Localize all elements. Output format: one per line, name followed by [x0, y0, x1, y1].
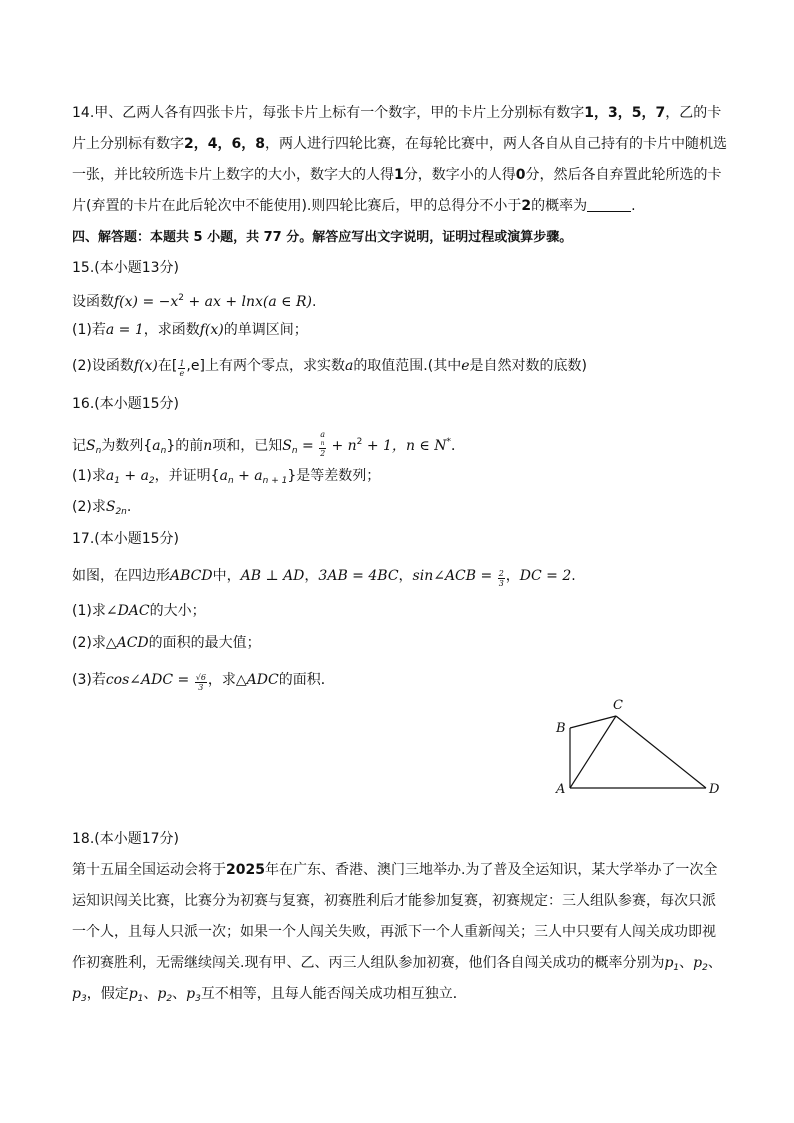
q15-text: (1)若	[72, 322, 106, 338]
q17-text: ，求	[207, 672, 236, 688]
q15-text: ,e]上有两个零点，求实数	[186, 358, 345, 374]
q18-line-5	[72, 984, 732, 1009]
q14-numbers-a: 1，3，5，7	[584, 105, 666, 121]
q17-frac-num: 2	[498, 569, 504, 578]
q17-frac-num: √6	[195, 673, 206, 682]
q15-text: (2)设函数	[72, 358, 134, 374]
q17-part-1	[72, 601, 732, 621]
q15-fraction	[178, 359, 185, 378]
q18-text: ，假定	[86, 986, 129, 1002]
q16-text: }是等差数列；	[287, 468, 381, 484]
q15-text: 的取值范围.(其中	[353, 358, 462, 374]
vertex-label-d: D	[709, 782, 720, 797]
q17-math: AB ⊥ AD	[240, 568, 305, 584]
q17-text: 的大小；	[149, 603, 206, 619]
q16-math: a	[105, 468, 115, 484]
q15-math: + ax + lnx(a ∈ R)	[184, 294, 312, 310]
q18-text: 作初赛胜利，无需继续闯关.现有甲、乙、丙三人组队参加初赛，他们各自闯关成功的概率分别为	[72, 955, 665, 971]
q15-heading: 15.(本小题13分)	[72, 260, 180, 276]
q17-fraction	[195, 673, 207, 692]
edge-cd	[616, 716, 706, 788]
q17-math: ∠DAC	[105, 603, 150, 619]
q15-text: 的单调区间；	[223, 322, 308, 338]
q17-math: sin∠ACB =	[412, 568, 497, 584]
q14-number: 1	[394, 167, 404, 183]
q17-math: DC = 2	[519, 568, 572, 584]
q17-text: .	[571, 568, 576, 584]
q18-heading: 18.(本小题17分)	[72, 831, 180, 847]
q18-text: 、	[172, 986, 187, 1002]
q16-text: (2)求	[72, 499, 106, 515]
q18-line-2: 运知识闯关比赛，比赛分为初赛与复赛，初赛胜利后才能参加复赛，初赛规定：三人组队参赛，每次只派	[72, 893, 716, 909]
q18-math: p	[186, 986, 196, 1002]
q18-math: p	[157, 986, 167, 1002]
q16-math: S	[282, 438, 292, 454]
q18-math: 3	[195, 994, 201, 1004]
q18-line-1	[72, 860, 732, 880]
q17-text: 如图，在四边形	[72, 568, 170, 584]
q17-text: ，	[304, 568, 319, 584]
q17-text: (2)求	[72, 635, 106, 651]
q15-frac-num: 1	[179, 359, 185, 368]
q14-text: .	[631, 198, 636, 214]
q17-text: (1)求	[72, 603, 106, 619]
q17-text: 的面积的最大值；	[148, 635, 261, 651]
q17-frac-den: 3	[198, 683, 204, 692]
q17-heading: 17.(本小题15分)	[72, 531, 180, 547]
q18-math: 2	[166, 994, 173, 1004]
q16-text: 项和，已知	[212, 438, 283, 454]
q16-math: + a	[233, 468, 263, 484]
q16-text: .	[126, 499, 132, 515]
q18-text: 互不相等，且每人能否闯关成功相互独立．	[200, 986, 467, 1002]
q16-part-2	[72, 497, 732, 522]
q15-text: 是自然对数的底数)	[469, 358, 587, 374]
q17-text: ，	[398, 568, 413, 584]
q15-math: a = 1	[105, 322, 144, 338]
q14-line-2	[72, 134, 732, 154]
q14-line-3	[72, 165, 732, 185]
q14-number: 2	[521, 198, 532, 214]
q18-math: p	[693, 955, 703, 971]
q16-text: 为数列{	[101, 438, 153, 454]
q16-math: + a	[119, 468, 149, 484]
q16-math: S	[86, 438, 96, 454]
q16-math: 2n	[115, 507, 127, 517]
q18-year: 2025	[226, 862, 265, 878]
q17-frac-den: 3	[498, 579, 504, 588]
q15-part-2	[72, 356, 732, 378]
vertex-label-b: B	[556, 721, 566, 736]
q15-math: f(x)	[133, 358, 158, 374]
answer-blank	[587, 199, 631, 212]
q16-text: ．	[450, 438, 465, 454]
q18-text: 、	[707, 955, 722, 971]
q17-stem	[72, 566, 732, 588]
q16-math: n	[291, 446, 298, 456]
q18-text: 年在广东、香港、澳门三地举办.为了普及全运知识，某大学举办了一次全	[264, 862, 718, 878]
q15-math: e	[461, 358, 470, 374]
q18-math: p	[128, 986, 138, 1002]
q16-part-1	[72, 466, 732, 491]
q15-stem	[72, 288, 732, 312]
q18-line-3: 一个人，且每人只派一次；如果一个人闯关失败，再派下一个人重新闯关；三人中只要有人闯关成功即视	[72, 924, 716, 940]
q14-text: 分，然后各自弃置此轮所选的卡	[525, 167, 722, 183]
q18-text: 、	[143, 986, 158, 1002]
vertex-label-a: A	[556, 782, 566, 797]
q16-frac-den: 2	[320, 449, 326, 458]
q15-text: 在[	[157, 358, 178, 374]
q18-math: p	[664, 955, 674, 971]
q14-text: 一张，并比较所选卡片上数字的大小，数字大的人得	[72, 167, 394, 183]
q16-text: ，并证明{	[154, 468, 220, 484]
quadrilateral-figure	[548, 696, 728, 800]
q17-text: ，	[505, 568, 520, 584]
q17-math: △ADC	[235, 672, 279, 688]
q16-math: n	[160, 446, 167, 456]
q15-part-1	[72, 320, 732, 340]
q16-math: a	[152, 438, 161, 454]
q14-text: ，两人进行四轮比赛，在每轮比赛中，两人各自从自己持有的卡片中随机选	[264, 136, 727, 152]
q17-math: 3AB = 4BC	[318, 568, 399, 584]
q14-text: ，乙的卡	[665, 105, 722, 121]
q17-fraction	[498, 569, 505, 588]
q18-math: 3	[80, 994, 87, 1004]
q15-text: .	[311, 294, 317, 310]
q16-fraction	[319, 430, 326, 458]
q16-frac-num	[319, 430, 326, 449]
q16-math: n + 1	[262, 476, 288, 486]
q14-text: 14.甲、乙两人各有四张卡片，每张卡片上标有一个数字，甲的卡片上分别标有数字	[72, 105, 585, 121]
q17-text: 中，	[212, 568, 241, 584]
q17-text: (3)若	[72, 672, 106, 688]
q17-math: △ACD	[105, 635, 149, 651]
q17-part-2	[72, 633, 732, 653]
q16-math: =	[297, 438, 319, 454]
q15-frac-den: e	[179, 369, 185, 378]
q16-text: 记	[72, 438, 86, 454]
vertex-label-c: C	[613, 698, 623, 713]
q14-text: 的概率为	[531, 198, 588, 214]
q14-numbers-b: 2，4，6，8	[184, 136, 265, 152]
q14-line-4	[72, 196, 732, 216]
q14-number: 0	[515, 167, 526, 183]
q16-math: + n	[327, 438, 357, 454]
q16-math: 1	[114, 476, 120, 486]
q16-math: S	[105, 499, 116, 515]
q18-line-4	[72, 953, 732, 978]
q15-text: ，求函数	[143, 322, 200, 338]
q16-math: a	[219, 468, 228, 484]
q17-math: cos∠ADC =	[105, 672, 194, 688]
q18-text: 第十五届全国运动会将于	[72, 862, 226, 878]
q14-text: 分，数字小的人得	[403, 167, 516, 183]
q15-math: a	[344, 358, 354, 374]
q16-math: n	[320, 440, 325, 447]
q18-math: 1	[137, 994, 144, 1004]
q16-heading: 16.(本小题15分)	[72, 396, 180, 412]
q15-math: f(x)	[199, 322, 224, 338]
q15-math: 2	[178, 293, 184, 303]
q17-text: 的面积．	[278, 672, 335, 688]
q16-math: 2	[148, 476, 155, 486]
q15-text: 设函数	[72, 294, 114, 310]
q17-math: ABCD	[170, 568, 213, 584]
q14-text: 片上分别标有数字	[72, 136, 184, 152]
q16-math: a	[320, 430, 325, 439]
q16-stem	[72, 430, 732, 461]
q16-math: n ∈ N	[405, 438, 447, 454]
q16-math: + 1，	[362, 438, 406, 454]
q16-math: n	[227, 476, 234, 486]
q15-math: f(x) = −x	[114, 294, 179, 310]
q18-math: 2	[702, 963, 708, 973]
q16-text: }的前	[166, 438, 204, 454]
q16-math: *	[446, 437, 451, 447]
q16-math: n	[203, 438, 213, 454]
section-4-heading: 四、解答题：本题共 5 小题，共 77 分。解答应写出文字说明，证明过程或演算步骤。	[72, 230, 573, 245]
q16-text: (1)求	[72, 468, 106, 484]
q16-math: 2	[356, 437, 363, 447]
q17-part-3	[72, 670, 732, 692]
q18-math: 1	[673, 963, 680, 973]
q14-text: 片(弃置的卡片在此后轮次中不能使用).则四轮比赛后，甲的总得分不小于	[72, 198, 522, 214]
q14-line-1	[72, 103, 732, 123]
q16-math: n	[95, 446, 102, 456]
q18-text: 、	[679, 955, 694, 971]
q18-math: p	[72, 986, 81, 1002]
